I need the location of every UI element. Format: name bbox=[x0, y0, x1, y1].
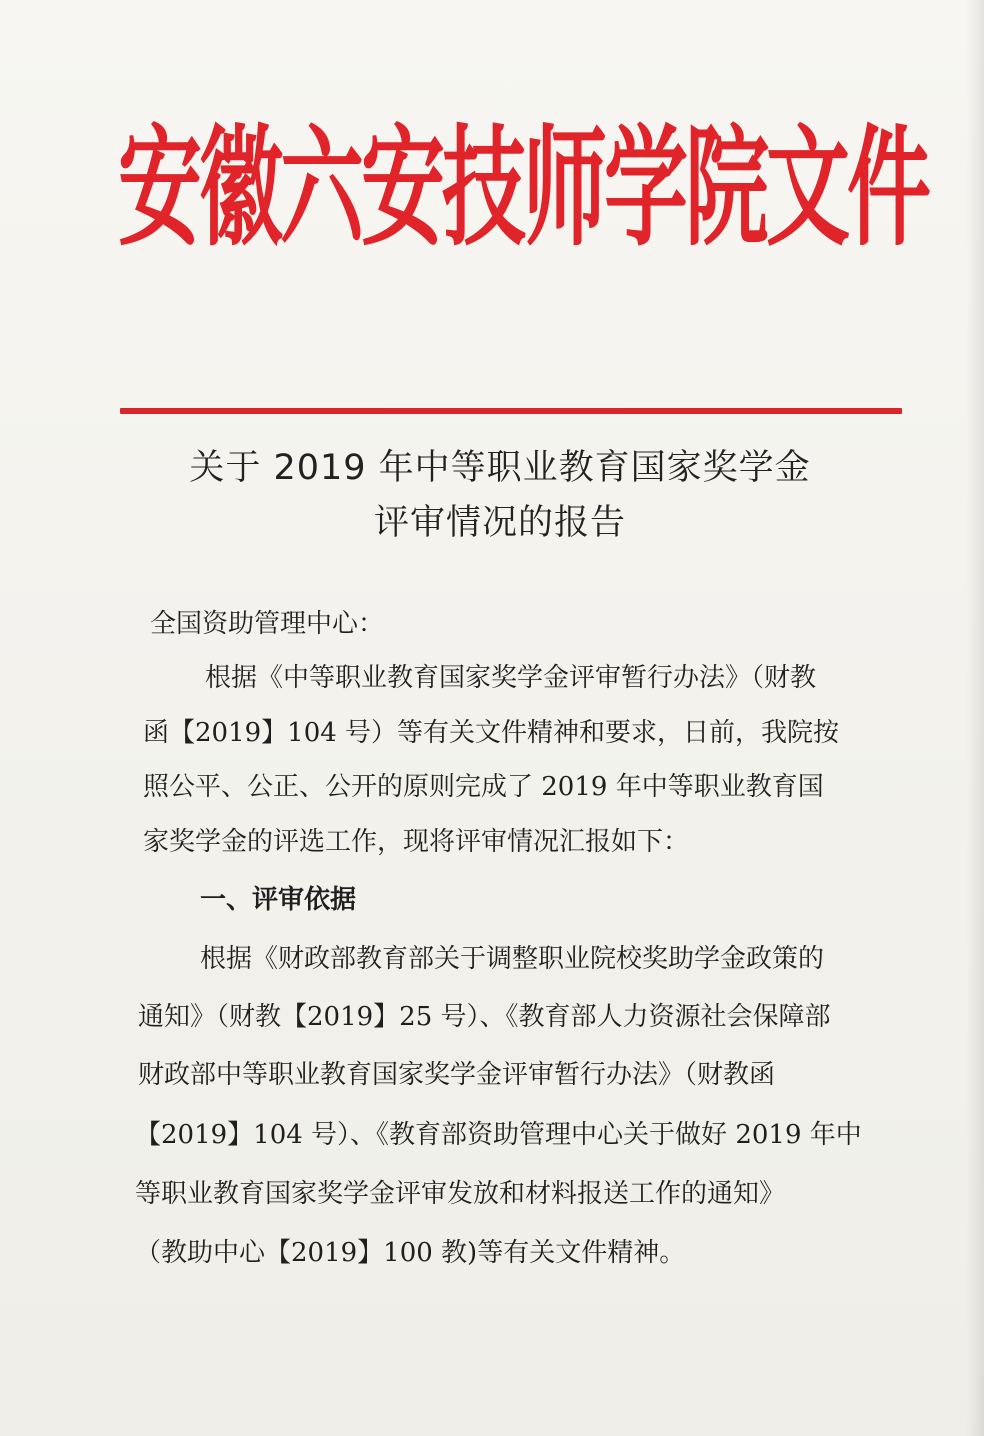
masthead-red-divider bbox=[120, 408, 902, 414]
body-paragraph-line: 照公平、公正、公开的原则完成了 2019 年中等职业教育国 bbox=[143, 772, 824, 802]
body-paragraph-line: 函【2019】104 号）等有关文件精神和要求，日前，我院按 bbox=[143, 718, 840, 748]
section-paragraph-line: 等职业教育国家奖学金评审发放和材料报送工作的通知》 bbox=[135, 1179, 786, 1209]
salutation: 全国资助管理中心： bbox=[150, 609, 385, 639]
section-paragraph-line: 根据《财政部教育部关于调整职业院校奖助学金政策的 bbox=[200, 944, 825, 974]
document-title-line-1: 关于 2019 年中等职业教育国家奖学金 bbox=[189, 448, 811, 488]
section-paragraph-line: 财政部中等职业教育国家奖学金评审暂行办法》（财教函 bbox=[138, 1060, 776, 1090]
section-paragraph-line: （教助中心【2019】100 教)等有关文件精神。 bbox=[135, 1238, 686, 1268]
document-masthead: 安徽六安技师学院文件 bbox=[118, 112, 929, 264]
section-paragraph-line: 通知》（财教【2019】25 号）、《教育部人力资源社会保障部 bbox=[138, 1002, 831, 1032]
section-paragraph-line: 【2019】104 号）、《教育部资助管理中心关于做好 2019 年中 bbox=[135, 1120, 862, 1150]
body-paragraph-line: 家奖学金的评选工作，现将评审情况汇报如下： bbox=[143, 827, 690, 857]
body-paragraph-line: 根据《中等职业教育国家奖学金评审暂行办法》（财教 bbox=[205, 663, 817, 693]
document-title-line-2: 评审情况的报告 bbox=[373, 503, 626, 543]
page-edge-shadow bbox=[966, 0, 984, 1436]
section-heading: 一、评审依据 bbox=[200, 885, 357, 915]
